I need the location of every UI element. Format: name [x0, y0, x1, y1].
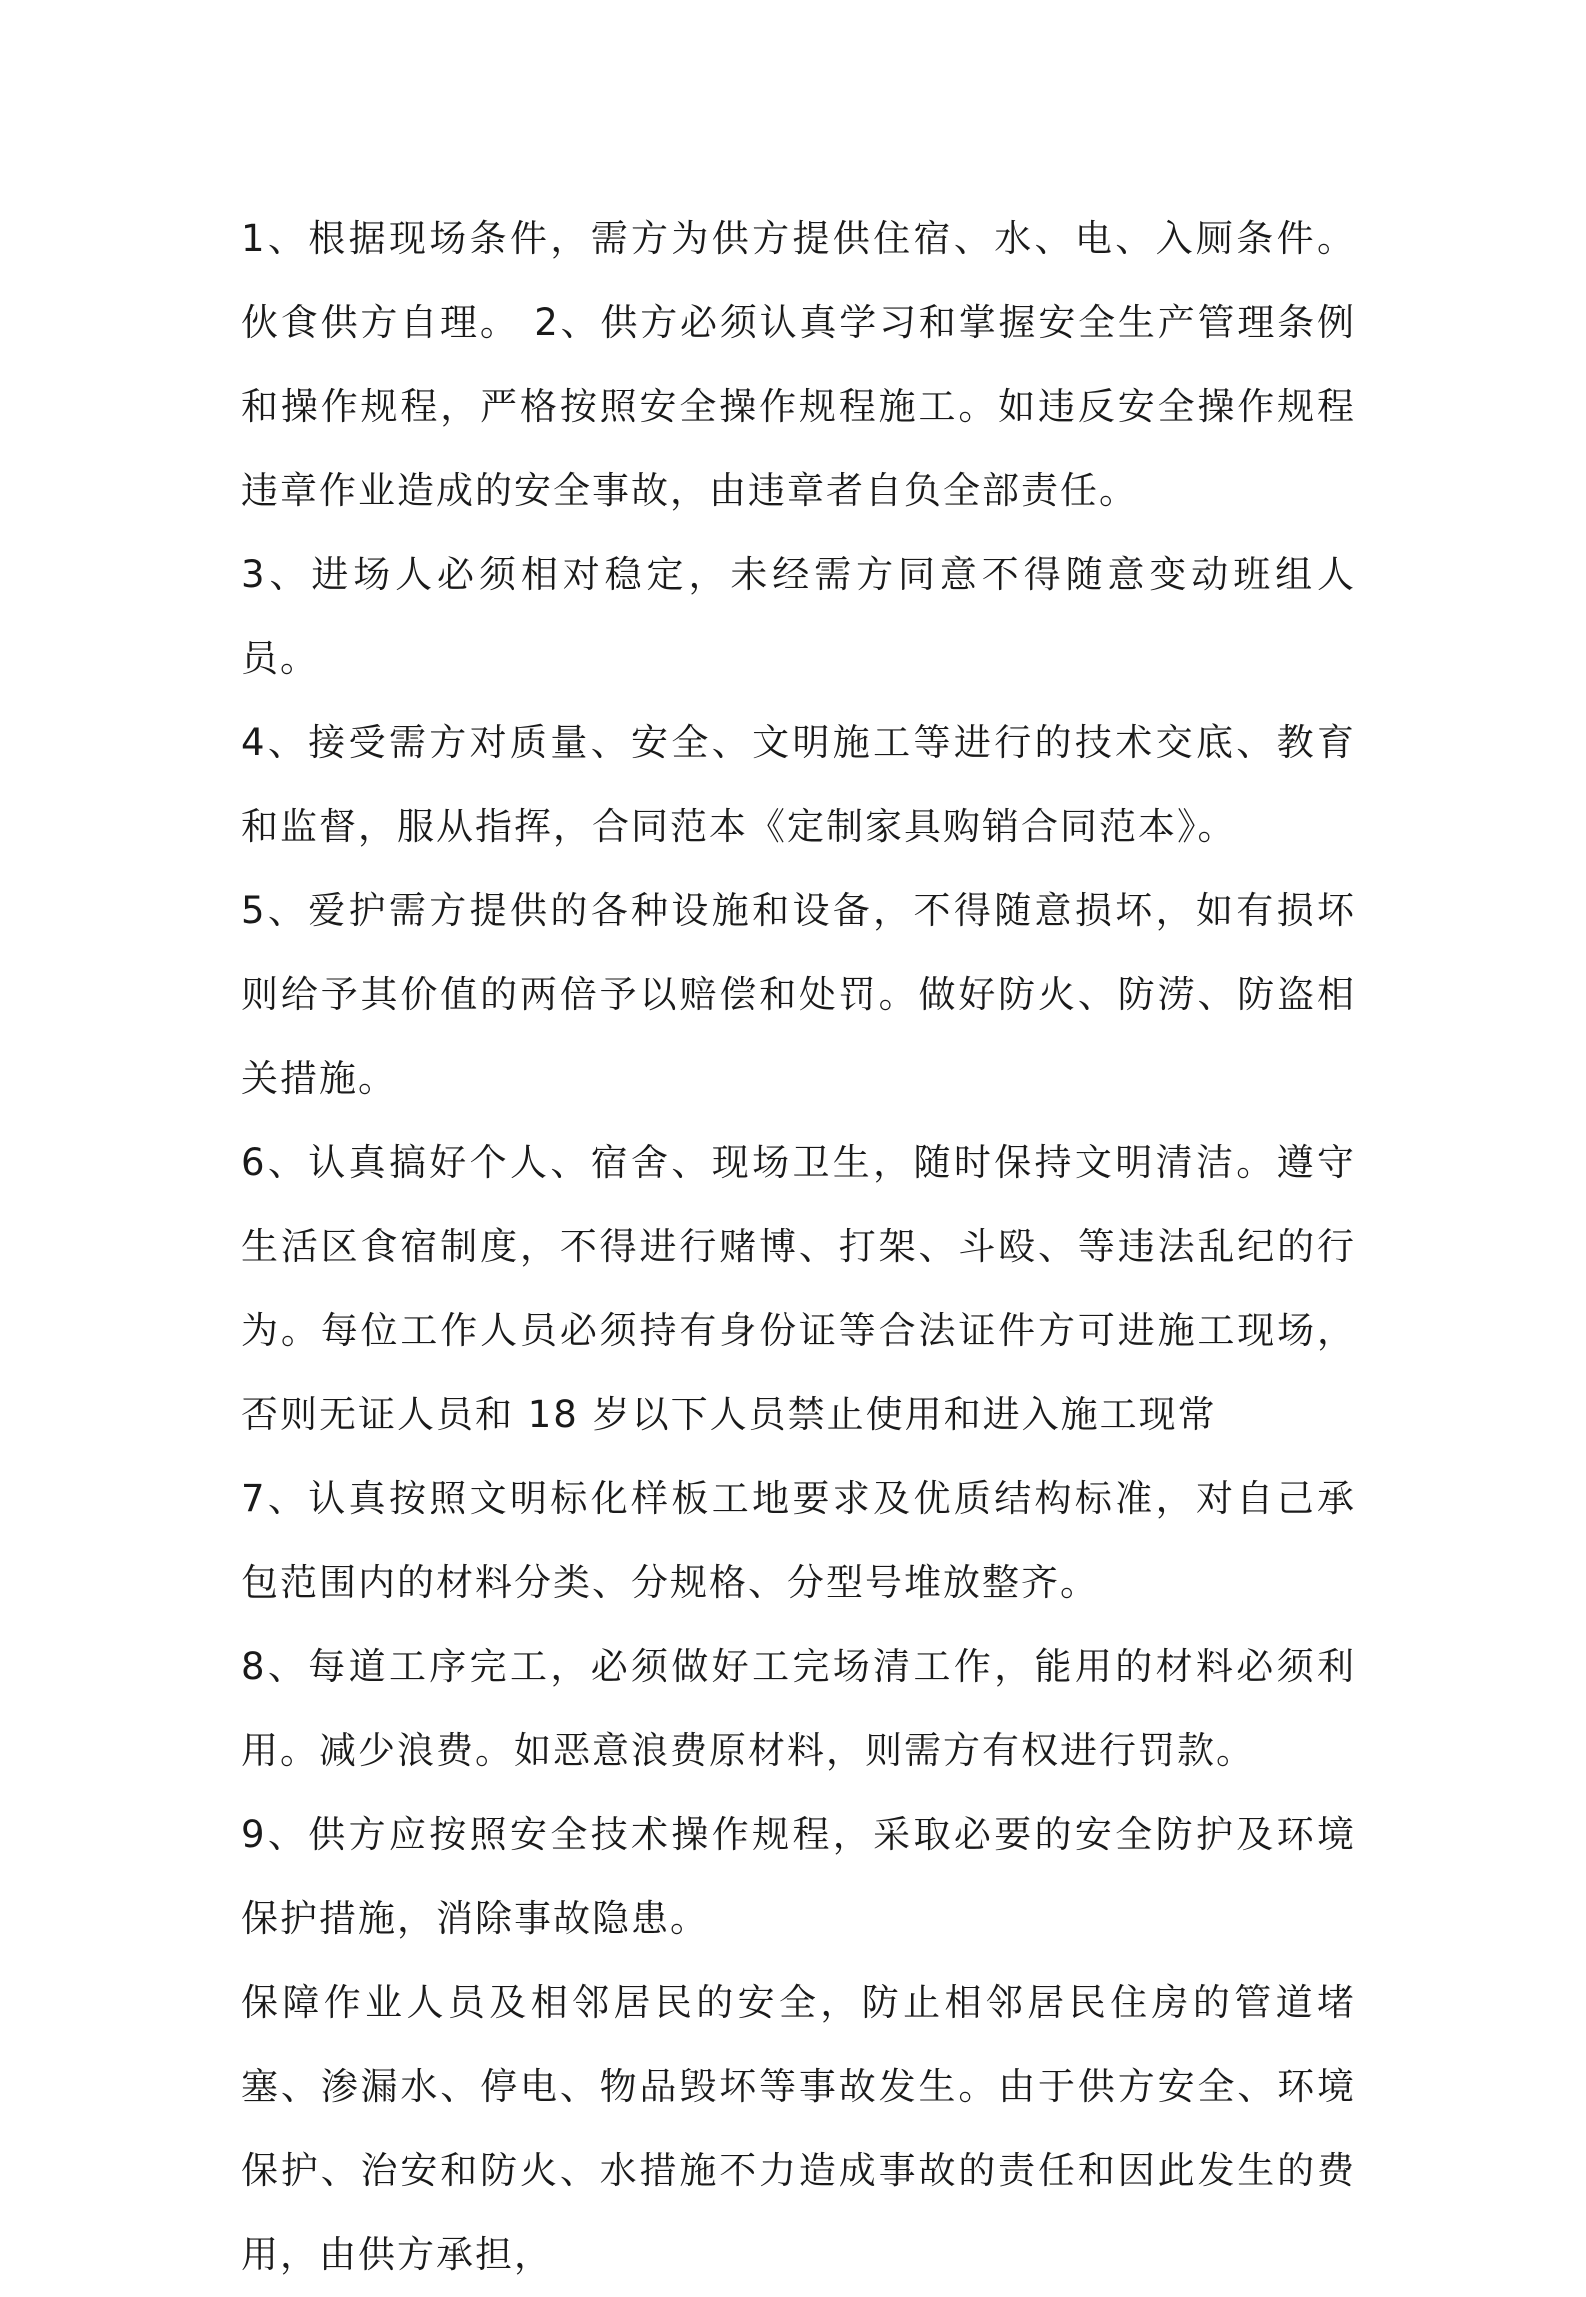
- paragraph-3: 3、进场人必须相对稳定，未经需方同意不得随意变动班组人员。: [241, 553, 1356, 680]
- paragraph-7: 7、认真按照文明标化样板工地要求及优质结构标准，对自己承包范围内的材料分类、分规格、分型号堆放整齐。: [241, 1477, 1356, 1604]
- paragraph-4: 4、接受需方对质量、安全、文明施工等进行的技术交底、教育和监督，服从指挥，合同范本《定制家具购销合同范本》。: [241, 721, 1356, 848]
- paragraph-continuation: 保障作业人员及相邻居民的安全，防止相邻居民住房的管道堵塞、渗漏水、停电、物品毁坏等事故发生。由于供方安全、环境保护、治安和防火、水措施不力造成事故的责任和因此发生的费用，由供方承担，: [241, 1981, 1356, 2276]
- paragraph-5: 5、爱护需方提供的各种设施和设备，不得随意损坏，如有损坏则给予其价值的两倍予以赔偿和处罚。做好防火、防涝、防盗相关措施。: [241, 889, 1356, 1100]
- paragraph-8: 8、每道工序完工，必须做好工完场清工作，能用的材料必须利用。减少浪费。如恶意浪费原材料，则需方有权进行罚款。: [241, 1645, 1356, 1772]
- paragraph-9: 9、供方应按照安全技术操作规程，采取必要的安全防护及环境保护措施，消除事故隐患。: [241, 1813, 1356, 1940]
- paragraph-1: 1、根据现场条件，需方为供方提供住宿、水、电、入厕条件。伙食供方自理。 2、供方必须认真学习和掌握安全生产管理条例和操作规程，严格按照安全操作规程施工。如违反安全操作规程违章作业造成的安全事故，由违章者自负全部责任。: [241, 217, 1356, 512]
- paragraph-6: 6、认真搞好个人、宿舍、现场卫生，随时保持文明清洁。遵守生活区食宿制度，不得进行赌博、打架、斗殴、等违法乱纪的行为。每位工作人员必须持有身份证等合法证件方可进施工现场，否则无证人员和 18 岁以下人员禁止使用和进入施工现常: [241, 1141, 1356, 1436]
